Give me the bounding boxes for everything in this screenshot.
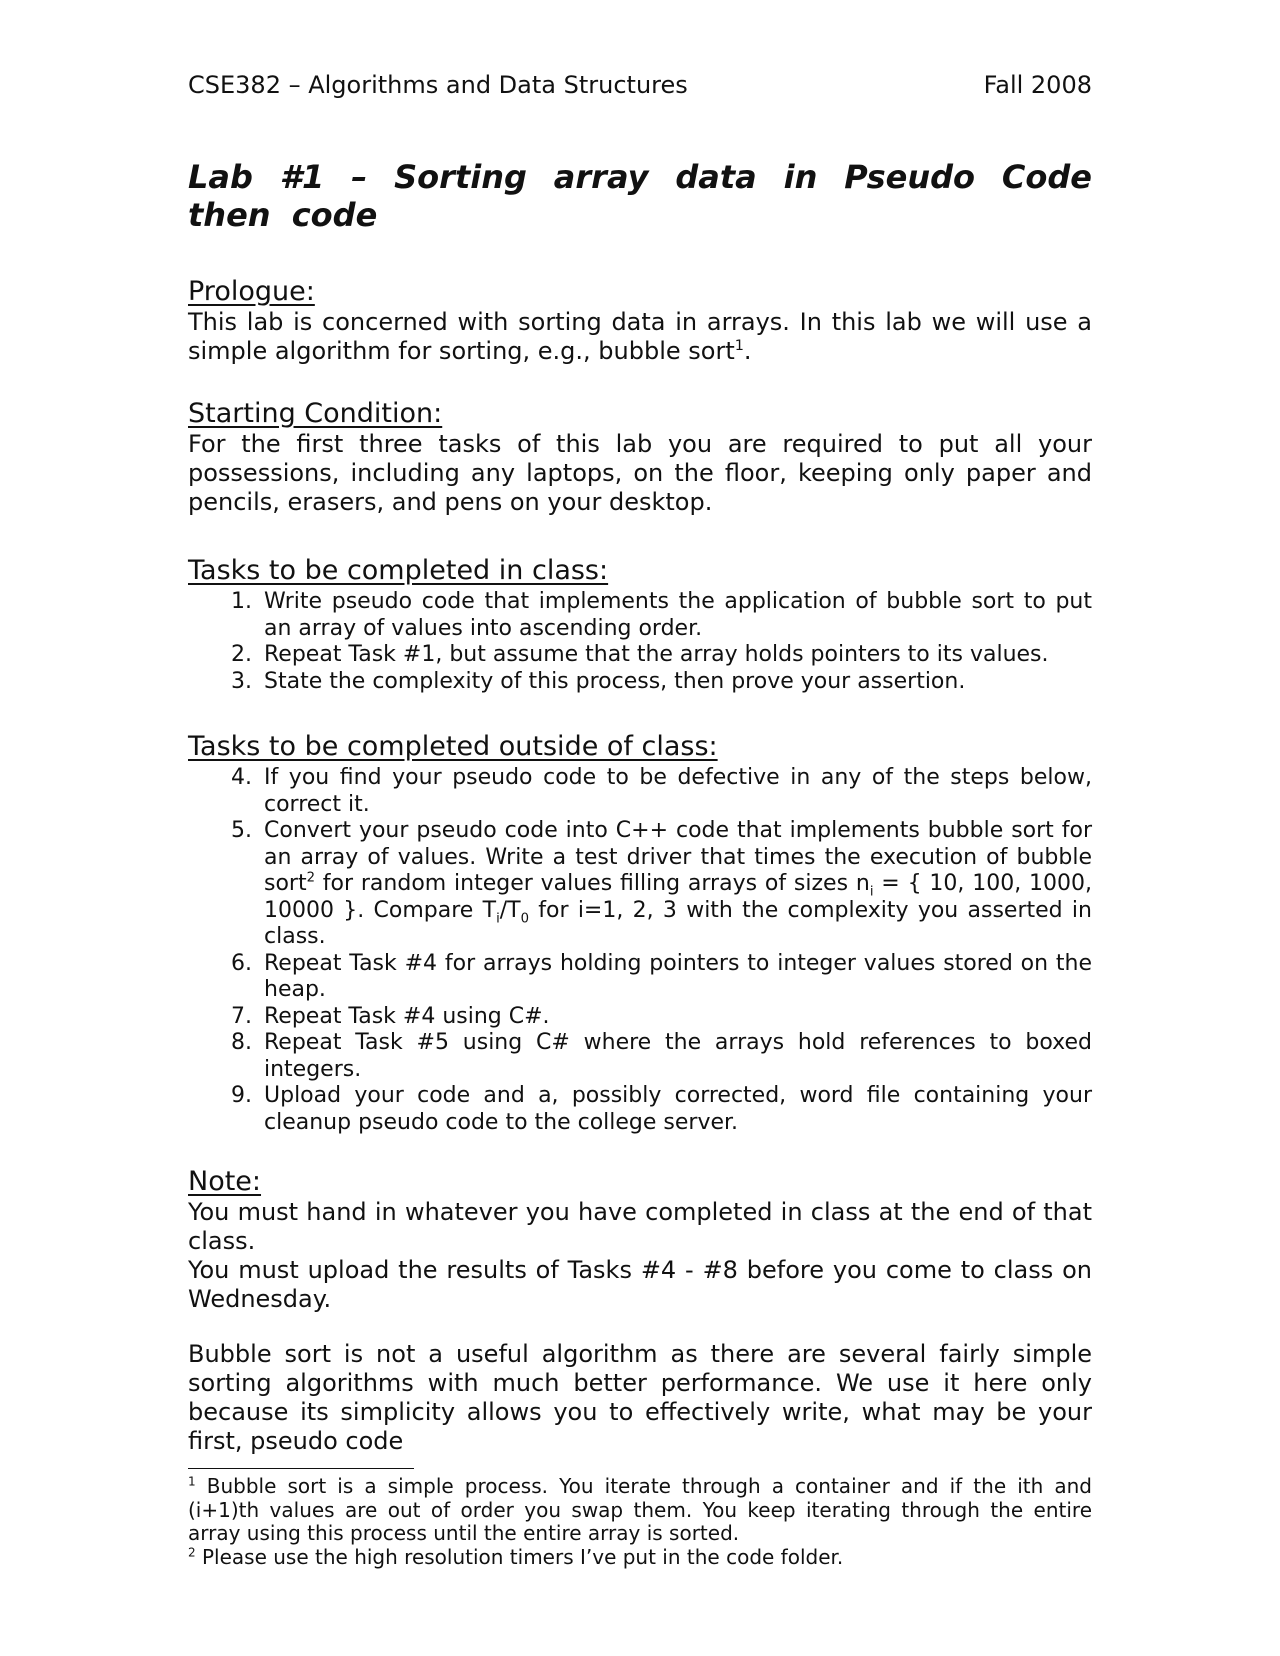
prologue-text: This lab is concerned with sorting data in arrays. In this lab we will use a simple algorithm for sorting, e.g., bubble sort$^1$. xyxy=(188,308,1092,365)
list-item: 3. State the complexity of this process, then prove your assertion. xyxy=(231,668,966,694)
starting-condition-text: For the first three tasks of this lab you are required to put all your possessions, including any laptops, on the floor, keeping only paper and pencils, erasers, and pens on your desktop. xyxy=(188,430,1092,516)
list-item: 9. Upload your code and a, possibly corrected, word file containing your cleanup pseudo code to the college server. xyxy=(231,1083,1092,1135)
footnotes xyxy=(188,1475,1092,1569)
list-item: 5. Convert your pseudo code into C++ code that implements bubble sort for an array of values. Write a test driver that times the execution of bubble sort$^2$ for random integer values filling arrays of sizes $n_i$ = { 10, 100, 1000, 10000 }. Compare $T_i/T_0$ for i=1, 2, 3 with the complexity you asserted in class. xyxy=(231,818,1092,949)
list-item: 8. Repeat Task #5 using C# where the arrays hold references to boxed integers. xyxy=(231,1030,1092,1082)
footnote-1: $^1$ Bubble sort is a simple process. You iterate through a container and if the ith and (i+1)th values are out of order you swap them. You keep iterating through the entire array using this process until the entire array is sorted. xyxy=(188,1474,1092,1545)
tasks-in-class-list xyxy=(188,589,1092,695)
list-item: 4. If you find your pseudo code to be defective in any of the steps below, correct it. xyxy=(231,765,1092,817)
tasks-outside-list xyxy=(188,765,1092,1136)
note-paragraph-1: You must hand in whatever you have completed in class at the end of that class. xyxy=(188,1198,1092,1255)
note-heading: Note: xyxy=(188,1166,262,1197)
list-item: 1. Write pseudo code that implements the application of bubble sort to put an array of values into ascending order. xyxy=(231,589,1092,641)
term: Fall 2008 xyxy=(983,71,1092,99)
lab-title: Lab #1 – Sorting array data in Pseudo Code then code xyxy=(188,158,1092,234)
footnote-ref-1: 1 xyxy=(734,338,744,354)
starting-condition-heading: Starting Condition: xyxy=(188,398,443,429)
note-paragraph-2: You must upload the results of Tasks #4 - #8 before you come to class on Wednesday. xyxy=(188,1256,1092,1313)
footnote-ref-2: 2 xyxy=(306,870,315,886)
footnote-divider xyxy=(188,1468,414,1469)
prologue-heading: Prologue: xyxy=(188,276,315,307)
list-item: 2. Repeat Task #1, but assume that the array holds pointers to its values. xyxy=(231,642,1049,667)
course-title: CSE382 – Algorithms and Data Structures xyxy=(188,71,688,99)
footnote-2: $^2$ Please use the high resolution timers I’ve put in the code folder. xyxy=(188,1544,844,1569)
tasks-outside-heading: Tasks to be completed outside of class: xyxy=(188,731,718,762)
page-header xyxy=(188,70,1092,100)
tasks-in-class-heading: Tasks to be completed in class: xyxy=(188,555,609,586)
list-item: 7. Repeat Task #4 using C#. xyxy=(231,1003,550,1029)
list-item: 6. Repeat Task #4 for arrays holding pointers to integer values stored on the heap. xyxy=(231,950,1092,1002)
document-page xyxy=(188,70,1092,1569)
note-paragraph-3: Bubble sort is not a useful algorithm as there are several fairly simple sorting algorithms with much better performance. We use it here only because its simplicity allows you to effectively write, what may be your first, pseudo code xyxy=(188,1340,1092,1455)
